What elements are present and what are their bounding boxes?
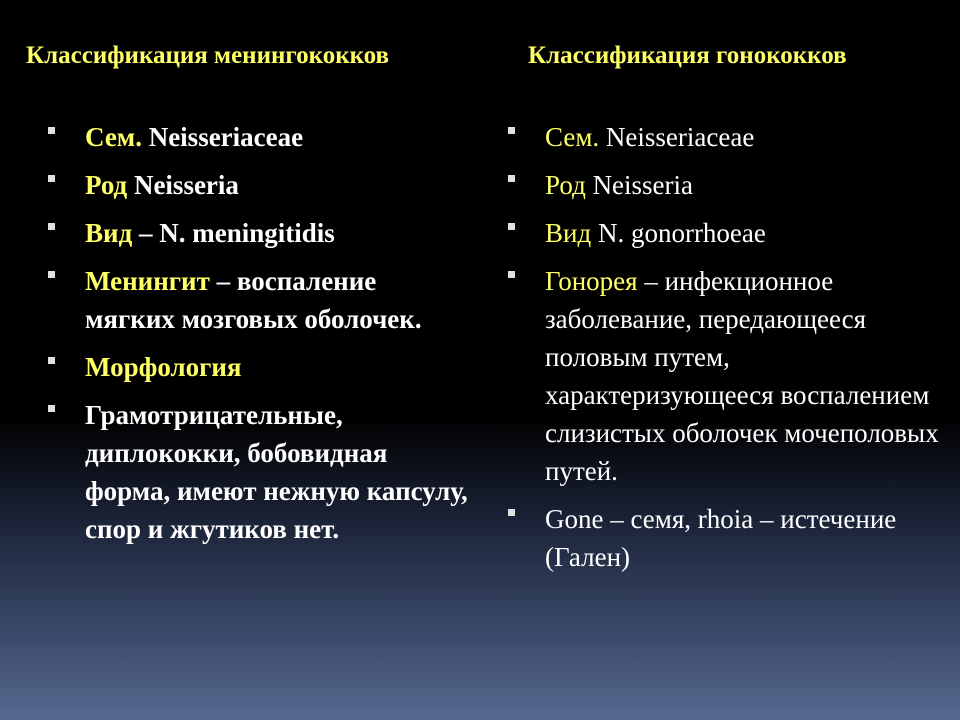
item-term: Сем. — [85, 122, 142, 152]
item-text: Neisseriaceae — [141, 122, 304, 152]
square-bullet-icon — [48, 175, 55, 182]
list-item — [508, 166, 948, 204]
meningococci-heading: Классификация менингококков — [26, 42, 390, 69]
item-term: Менингит — [85, 266, 210, 296]
list-item — [508, 262, 948, 490]
square-bullet-icon — [508, 175, 515, 182]
list-item — [508, 118, 948, 156]
square-bullet-icon — [48, 271, 55, 278]
item-text: – инфекционное заболевание, передающееся половым путем, характеризующееся воспалением слизистых оболочек мочеполовых путей. — [545, 266, 939, 486]
square-bullet-icon — [508, 223, 515, 230]
item-term: Гонорея — [545, 266, 638, 296]
square-bullet-icon — [508, 127, 515, 134]
item-term: Морфология — [85, 352, 242, 382]
item-term: Род — [545, 170, 586, 200]
item-text: N. gonorrhoeae — [591, 218, 766, 248]
item-term: Род — [85, 170, 128, 200]
list-item — [508, 214, 948, 252]
item-term: Вид — [85, 218, 133, 248]
item-text: Neisseriaceae — [599, 122, 755, 152]
list-item — [48, 396, 468, 548]
item-term: Сем. — [545, 122, 600, 152]
list-item — [48, 166, 468, 204]
list-item — [48, 262, 468, 338]
item-term: Вид — [545, 218, 592, 248]
gonococci-list — [508, 118, 948, 586]
item-text: Neisseria — [585, 170, 694, 200]
list-item — [48, 118, 468, 156]
square-bullet-icon — [48, 405, 55, 412]
square-bullet-icon — [508, 271, 515, 278]
square-bullet-icon — [508, 509, 515, 516]
meningococci-list — [48, 118, 468, 558]
gonococci-heading: Классификация гонококков — [528, 42, 847, 69]
item-text: Neisseria — [127, 170, 239, 200]
item-text: Gone – семя, rhoia – истечение (Гален) — [545, 504, 897, 572]
list-item — [48, 348, 468, 386]
square-bullet-icon — [48, 357, 55, 364]
square-bullet-icon — [48, 223, 55, 230]
list-item — [48, 214, 468, 252]
item-text: – N. meningitidis — [132, 218, 335, 248]
list-item — [508, 500, 948, 576]
item-text: – воспаление мягких мозговых оболочек. — [85, 266, 422, 334]
square-bullet-icon — [48, 127, 55, 134]
item-text: Грамотрицательные, диплококки, бобовидная форма, имеют нежную капсулу, спор и жгутиков нет. — [85, 400, 468, 544]
